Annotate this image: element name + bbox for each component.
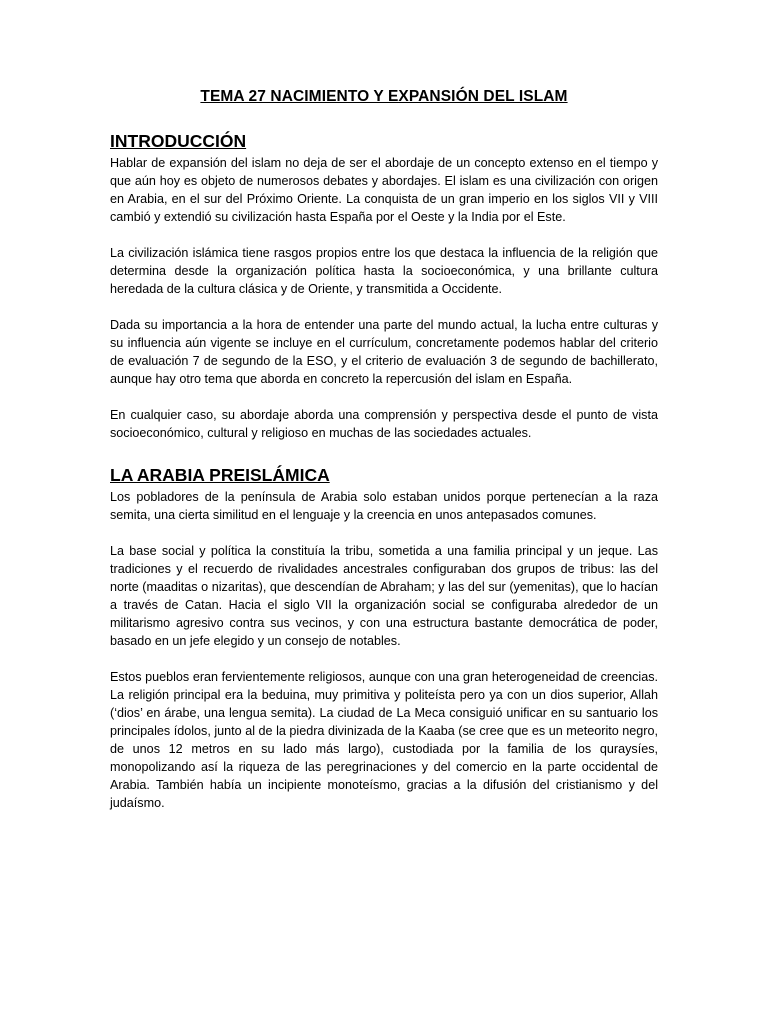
section-introduccion [110,130,658,442]
paragraph: La base social y política la constituía la tribu, sometida a una familia principal y un jeque. Las tradiciones y el recuerdo de rivalidades ancestrales configuraban dos grupos de tribus: las del norte (maaditas o nizaritas), que descendían de Abraham; y las del sur (yemenitas), que lo hacían a través de Catan. Hacia el siglo VII la organización social se configuraba alrededor de un militarismo agresivo contra sus vecinos, y con una estructura bastante democrática de poder, basado en un jefe elegido y un consejo de notables. [110,544,658,648]
document-title: TEMA 27 NACIMIENTO Y EXPANSIÓN DEL ISLAM [200,88,568,105]
paragraph: Los pobladores de la península de Arabia solo estaban unidos porque pertenecían a la raza semita, una cierta similitud en el lenguaje y la creencia en unos antepasados comunes. [110,490,658,522]
paragraph: En cualquier caso, su abordaje aborda una comprensión y perspectiva desde el punto de vista socioeconómico, cultural y religioso en muchas de las sociedades actuales. [110,408,658,440]
document-body [110,88,658,830]
section-arabia-preislamica [110,464,658,812]
paragraph: La civilización islámica tiene rasgos propios entre los que destaca la influencia de la religión que determina desde la organización política hasta la socioeconómica, y una brillante cultura heredada de la cultura clásica y de Oriente, y transmitida a Occidente. [110,246,658,296]
section-heading: LA ARABIA PREISLÁMICA [110,465,330,485]
paragraph: Dada su importancia a la hora de entender una parte del mundo actual, la lucha entre culturas y su influencia aún vigente se incluye en el currículum, concretamente podemos hablar del criterio de evaluación 7 de segundo de la ESO, y el criterio de evaluación 3 de segundo de bachillerato, aunque hay otro tema que aborda en concreto la repercusión del islam en España. [110,318,658,386]
paragraph: Estos pueblos eran fervientemente religiosos, aunque con una gran heterogeneidad de creencias. La religión principal era la beduina, muy primitiva y politeísta pero ya con un dios superior, Allah (‘dios’ en árabe, una lengua semita). La ciudad de La Meca consiguió unificar en su santuario los principales ídolos, junto al de la piedra divinizada de la Kaaba (se cree que es un meteorito negro, de unos 12 metros en su lado más largo), custodiada por la familia de los quraysíes, monopolizando así la riqueza de las peregrinaciones y del comercio en la parte occidental de Arabia. También había un incipiente monoteísmo, gracias a la difusión del cristianismo y del judaísmo. [110,670,658,810]
section-heading: INTRODUCCIÓN [110,131,247,151]
paragraph: Hablar de expansión del islam no deja de ser el abordaje de un concepto extenso en el tiempo y que aún hoy es objeto de numerosos debates y abordajes. El islam es una civilización con origen en Arabia, en el sur del Próximo Oriente. La conquista de un gran imperio en los siglos VII y VIII cambió y extendió su civilización hasta España por el Oeste y la India por el Este. [110,156,658,224]
